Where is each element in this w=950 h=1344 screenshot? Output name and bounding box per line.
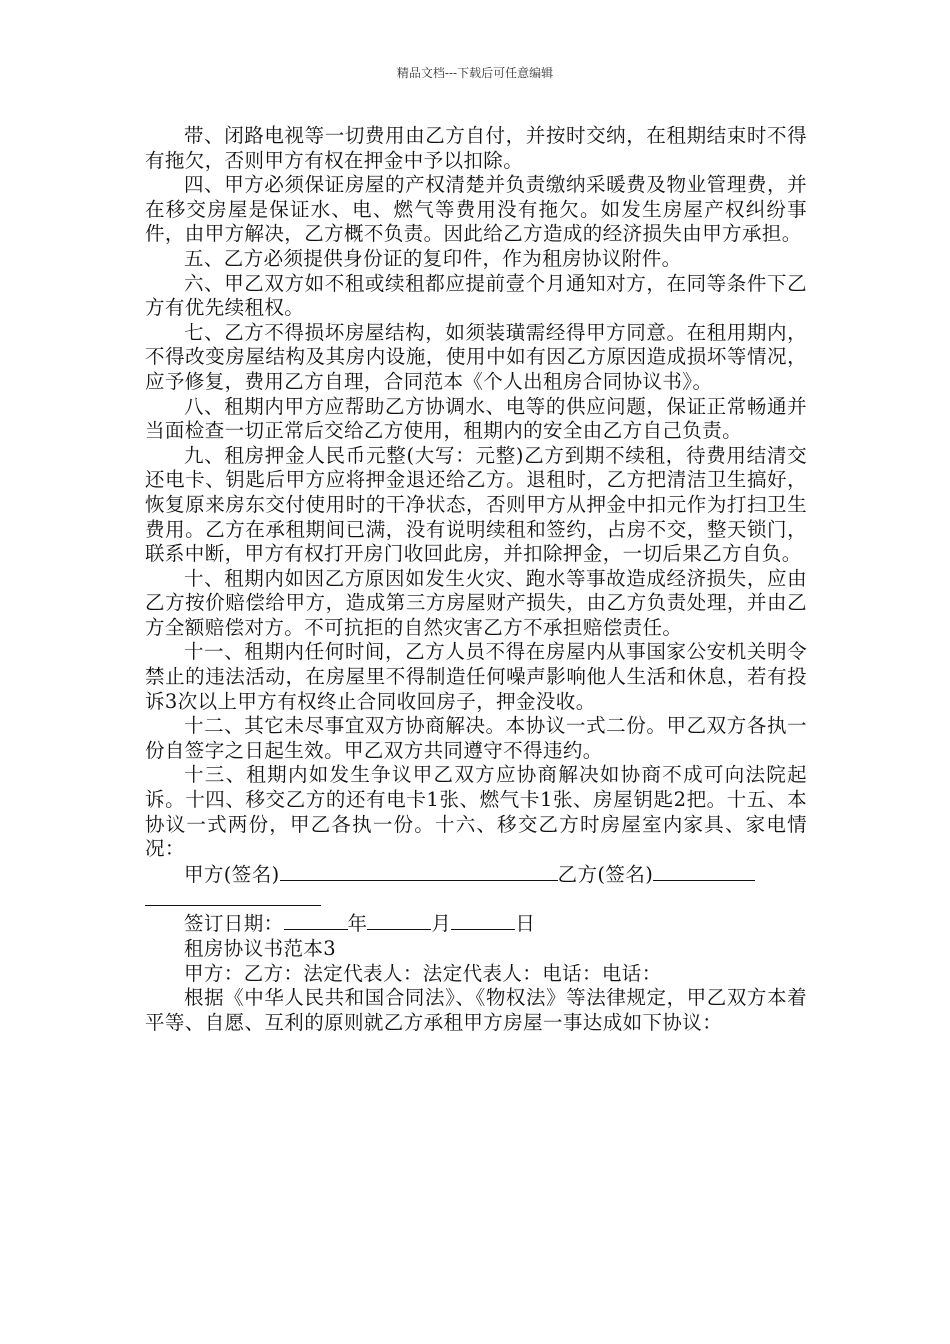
paragraph: 根据《中华人民共和国合同法》、《物权法》等法律规定，甲乙双方本着平等、自愿、互利的原则就乙方承租甲方房屋一事达成如下协议： bbox=[145, 986, 807, 1034]
party-b-signature-blank bbox=[653, 862, 755, 881]
month-blank bbox=[367, 911, 431, 930]
month-label: 月 bbox=[431, 912, 452, 936]
signing-date-line bbox=[145, 911, 807, 937]
parties-line: 甲方：乙方：法定代表人：法定代表人：电话：电话： bbox=[184, 961, 662, 985]
paragraph: 八、租期内甲方应帮助乙方协调水、电等的供应问题，保证正常畅通并当面检查一切正常后交给乙方使用，租期内的安全由乙方自己负责。 bbox=[145, 394, 807, 443]
party-b-signature-blank-continued bbox=[145, 887, 321, 906]
party-b-signature-label: 乙方(签名) bbox=[557, 862, 654, 886]
section-title: 租房协议书范本3 bbox=[184, 937, 337, 960]
paragraph: 十三、租期内如发生争议甲乙双方应协商解决如协商不成可向法院起诉。十四、移交乙方的还有电卡1张、燃气卡1张、房屋钥匙2把。十五、本协议一式两份，甲乙各执一份。十六、移交乙方时房屋室内家具、家电情况： bbox=[145, 763, 807, 861]
paragraph: 十一、租期内任何时间，乙方人员不得在房屋内从事国家公安机关明令禁止的违法活动，在房屋里不得制造任何噪声影响他人生活和休息，若有投诉3次以上甲方有权终止合同收回房子，押金没收。 bbox=[145, 640, 807, 713]
paragraph: 四、甲方必须保证房屋的产权清楚并负责缴纳采暖费及物业管理费，并在移交房屋是保证水、电、燃气等费用没有拖欠。如发生房屋产权纠纷事件，由甲方解决，乙方概不负责。因此给乙方造成的经济损失由甲方承担。 bbox=[145, 173, 807, 246]
document-body bbox=[145, 124, 807, 1035]
page-header: 精品文档---下载后可任意编辑 bbox=[396, 66, 554, 80]
year-blank bbox=[284, 911, 348, 930]
day-blank bbox=[451, 911, 515, 930]
paragraph: 五、乙方必须提供身份证的复印件，作为租房协议附件。 bbox=[184, 246, 682, 270]
party-a-signature-label: 甲方(签名) bbox=[184, 862, 280, 886]
paragraph: 七、乙方不得损坏房屋结构，如须装璜需经得甲方同意。在租用期内，不得改变房屋结构及其房内设施，使用中如有因乙方原因造成损坏等情况，应予修复，费用乙方自理，合同范本《个人出租房合同协议书》。 bbox=[145, 320, 807, 393]
paragraph: 九、租房押金人民币元整(大写：元整)乙方到期不续租，待费用结清交还电卡、钥匙后甲方应将押金退还给乙方。退租时，乙方把清洁卫生搞好，恢复原来房东交付使用时的干净状态，否则甲方从押金中扣元作为打扫卫生费用。乙方在承租期间已满，没有说明续租和签约，占房不交，整天锁门，联系中断，甲方有权打开房门收回此房，并扣除押金，一切后果乙方自负。 bbox=[145, 443, 807, 566]
party-a-signature-blank bbox=[280, 862, 558, 881]
signature-line bbox=[145, 862, 807, 888]
paragraph: 十二、其它未尽事宜双方协商解决。本协议一式二份。甲乙双方各执一份自签字之日起生效。甲乙双方共同遵守不得违约。 bbox=[145, 714, 807, 762]
paragraph: 带、闭路电视等一切费用由乙方自付，并按时交纳，在租期结束时不得有拖欠，否则甲方有权在押金中予以扣除。 bbox=[145, 124, 807, 172]
year-label: 年 bbox=[347, 912, 368, 936]
signature-continuation bbox=[145, 887, 807, 905]
signing-date-label: 签订日期： bbox=[184, 912, 284, 936]
day-label: 日 bbox=[515, 912, 536, 936]
paragraph: 六、甲乙双方如不租或续租都应提前壹个月通知对方，在同等条件下乙方有优先续租权。 bbox=[145, 271, 807, 320]
paragraph: 十、租期内如因乙方原因如发生火灾、跑水等事故造成经济损失，应由乙方按价赔偿给甲方，造成第三方房屋财产损失，由乙方负责处理，并由乙方全额赔偿对方。不可抗拒的自然灾害乙方不承担赔偿责任。 bbox=[145, 566, 807, 639]
